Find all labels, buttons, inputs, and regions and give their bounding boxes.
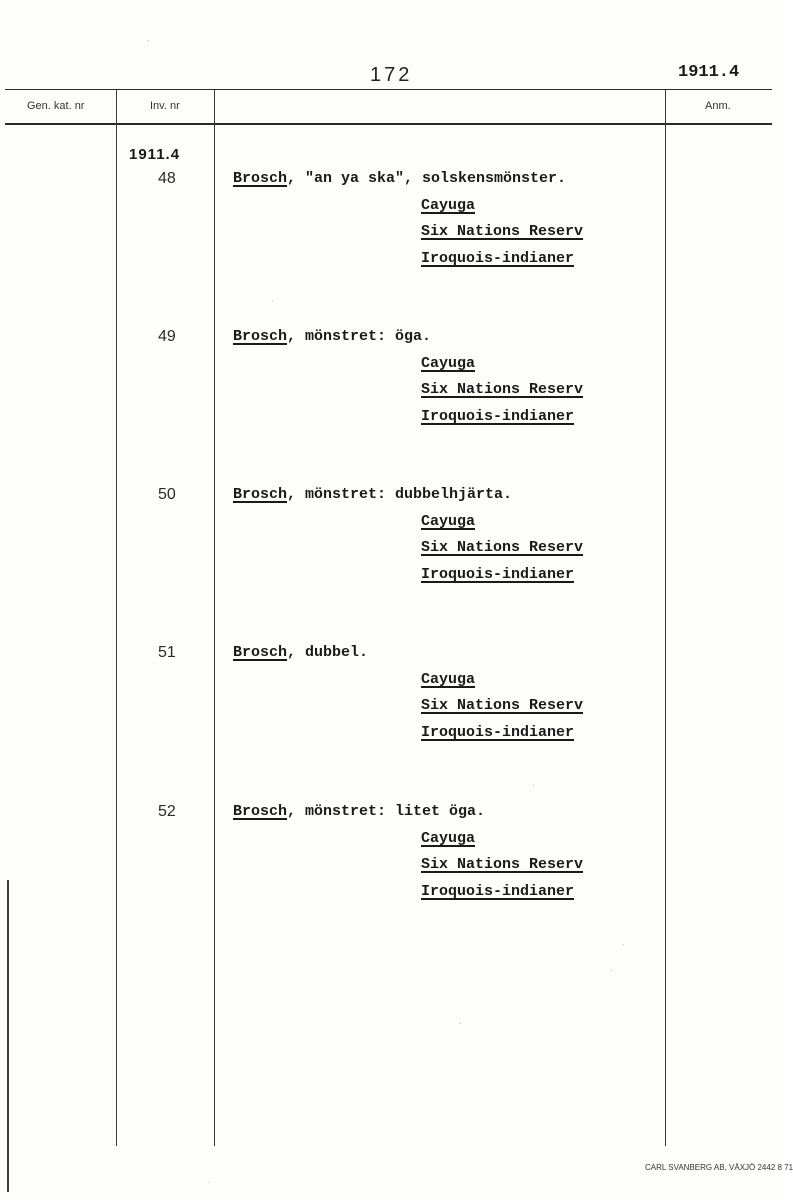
- entry-tribe: Cayuga: [421, 355, 476, 372]
- entry-reserve: Six Nations Reserv: [421, 223, 584, 240]
- entry-reserve: Six Nations Reserv: [421, 381, 584, 398]
- column-header-anm: Anm.: [705, 100, 731, 112]
- entry-tribe: Cayuga: [421, 830, 476, 847]
- entry-people: Iroquois-indianer: [421, 250, 575, 267]
- left-margin-line: [7, 880, 9, 1192]
- top-rule: [5, 89, 772, 90]
- sheet-id: 1911.4: [678, 63, 740, 82]
- entry-title: [233, 644, 368, 661]
- entry-tribe: Cayuga: [421, 671, 476, 688]
- entry-reserve: Six Nations Reserv: [421, 697, 584, 714]
- entry-reserve: Six Nations Reserv: [421, 539, 584, 556]
- header-rule: [5, 123, 772, 125]
- object-name: Brosch: [233, 803, 288, 820]
- entry-people: Iroquois-indianer: [421, 724, 575, 741]
- object-description: , mönstret: öga.: [287, 328, 432, 345]
- object-name: Brosch: [233, 486, 288, 503]
- object-description: , dubbel.: [287, 644, 369, 661]
- paper-speck: [208, 1182, 209, 1183]
- entry-title: [233, 328, 431, 345]
- entry-people: Iroquois-indianer: [421, 883, 575, 900]
- object-description: , mönstret: litet öga.: [287, 803, 486, 820]
- entry-tribe: Cayuga: [421, 513, 476, 530]
- paper-speck: [460, 1023, 461, 1024]
- column-divider-2: [214, 90, 215, 1146]
- paper-speck: [611, 970, 612, 971]
- object-name: Brosch: [233, 170, 288, 187]
- column-divider-3: [665, 90, 666, 1146]
- entry-number: 48: [158, 170, 176, 187]
- entry-number: 49: [158, 328, 176, 345]
- column-header-inv-nr: Inv. nr: [150, 100, 180, 112]
- entry-number: 51: [158, 644, 176, 661]
- object-description: , mönstret: dubbelhjärta.: [287, 486, 513, 503]
- page-number: 172: [370, 64, 413, 86]
- object-description: , "an ya ska", solskensmönster.: [287, 170, 567, 187]
- column-header-gen-kat-nr: Gen. kat. nr: [27, 100, 85, 112]
- paper-speck: [148, 40, 149, 41]
- object-name: Brosch: [233, 328, 288, 345]
- paper-speck: [623, 944, 624, 945]
- entry-title: [233, 170, 566, 187]
- entry-title: [233, 486, 512, 503]
- column-divider-1: [116, 90, 117, 1146]
- entry-people: Iroquois-indianer: [421, 566, 575, 583]
- paper-speck: [533, 785, 534, 786]
- entry-number: 52: [158, 803, 176, 820]
- entry-reserve: Six Nations Reserv: [421, 856, 584, 873]
- paper-speck: [272, 300, 273, 301]
- entry-people: Iroquois-indianer: [421, 408, 575, 425]
- entry-title: [233, 803, 485, 820]
- entry-number: 50: [158, 486, 176, 503]
- printer-mark: CARL SVANBERG AB, VÄXJÖ 2442 8 71: [645, 1163, 793, 1172]
- entry-tribe: Cayuga: [421, 197, 476, 214]
- object-name: Brosch: [233, 644, 288, 661]
- inventory-year: 1911.4: [129, 146, 181, 163]
